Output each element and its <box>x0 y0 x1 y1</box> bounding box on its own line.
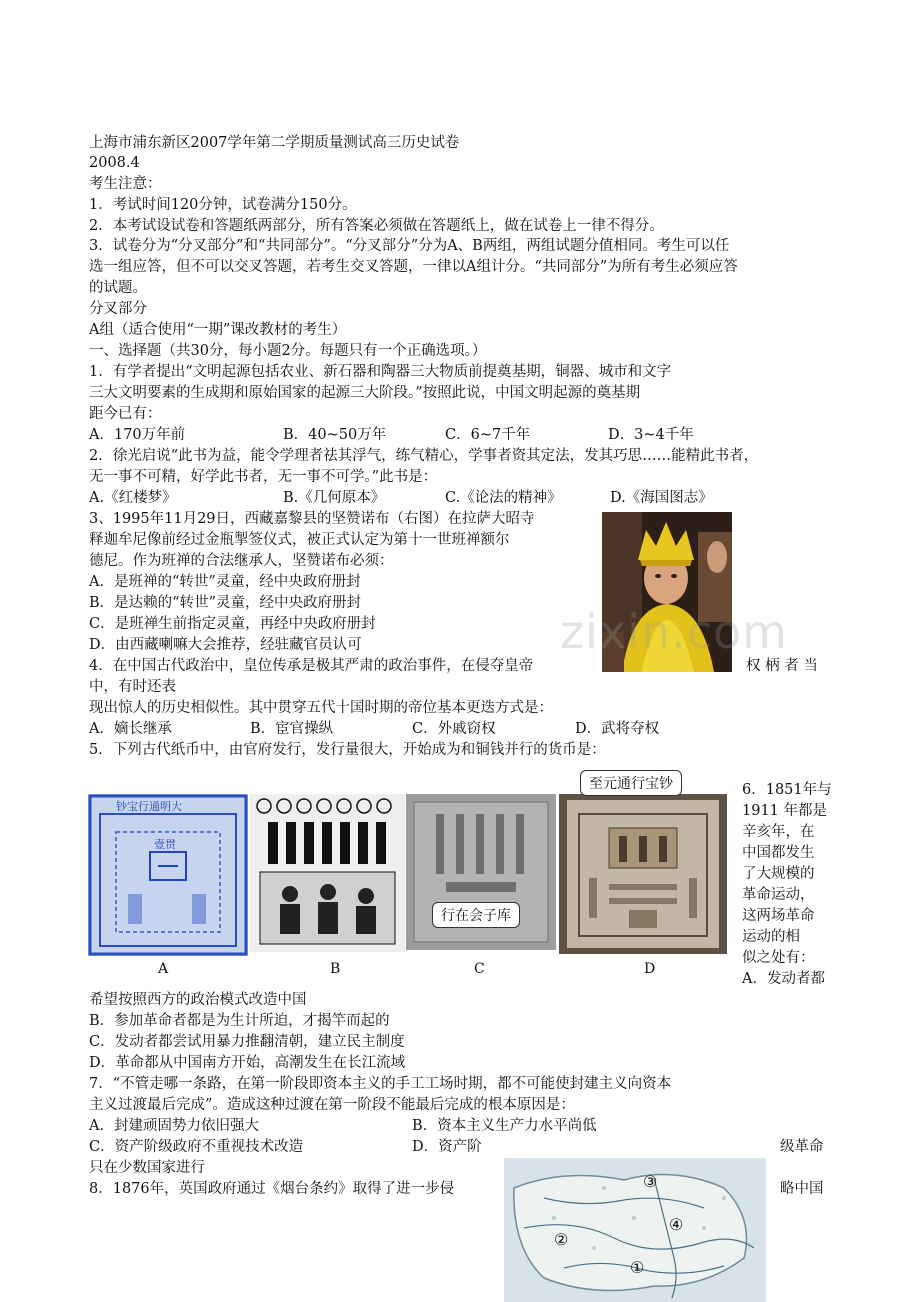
question-text: 2．徐光启说“此书为益，能令学理者祛其浮气，练气精心，学事者资其定法，发其巧思……能精此书者， <box>89 448 759 464</box>
question-text: 3、1995年11月29日，西藏嘉黎县的坚赞诺布（右图）在拉萨大昭寺 <box>89 511 535 527</box>
section-group: A组（适合使用“一期”课改教材的考生） <box>89 322 347 338</box>
option-b: B.《几何原本》 <box>283 490 386 506</box>
watermark-text: zixin.com <box>560 605 788 659</box>
question-text: 略中国 <box>780 1181 824 1197</box>
option-a: A．发动者都 <box>742 971 825 987</box>
map-marker-3: ③ <box>643 1172 658 1191</box>
option-c: C.《论法的精神》 <box>445 490 562 506</box>
option-c: C．资产阶级政府不重视技术改造 <box>89 1139 304 1155</box>
question-text: 8．1876年，英国政府通过《烟台条约》取得了进一步侵 <box>89 1181 455 1197</box>
notice-line: 1．考试时间120分钟，试卷满分150分。 <box>89 197 357 213</box>
image-label-b: B <box>330 961 341 977</box>
question-text: 现出惊人的历史相似性。其中贯穿五代十国时期的帝位基本更迭方式是： <box>89 700 553 716</box>
notice-line: 选一组应答，但不可以交叉答题，若考生交叉答题，一律以A组计分。“共同部分”为所有考生必须应答 <box>89 259 738 275</box>
question-text: 中，有时还表 <box>89 679 176 695</box>
image-label-d: D <box>644 961 656 977</box>
question-text: 4．在中国古代政治中，皇位传承是极其严肃的政治事件，在侵夺皇帝 <box>89 658 534 674</box>
option-c: C．发动者都尝试用暴力推翻清朝，建立民主制度 <box>89 1034 405 1050</box>
section-part: 分叉部分 <box>89 301 147 317</box>
option-b: B．参加革命者都是为生计所迫，才揭竿而起的 <box>89 1013 390 1029</box>
banknote-b-image <box>250 794 405 952</box>
map-marker-1: ① <box>630 1258 645 1277</box>
question-text: 三大文明要素的生成期和原始国家的起源三大阶段。”按照此说，中国文明起源的奠基期 <box>89 385 641 401</box>
china-map-image <box>504 1158 766 1302</box>
question-text: 释迦牟尼像前经过金瓶掣签仪式，被正式认定为第十一世班禅额尔 <box>89 532 510 548</box>
option-b: B．宦官操纵 <box>250 721 334 737</box>
exam-date: 2008.4 <box>89 155 140 171</box>
question-text: 7．“不管走哪一条路，在第一阶段即资本主义的手工工场时期，都不可能使封建主义向资本 <box>89 1076 672 1092</box>
question-text: 主义过渡最后完成”。造成这种过渡在第一阶段不能最后完成的根本原因是： <box>89 1097 575 1113</box>
question-text: 似之处有： <box>742 950 815 966</box>
option-d: D．资产阶 <box>412 1139 482 1155</box>
banknote-a-image <box>88 794 248 956</box>
banknote-d-image <box>559 794 727 954</box>
option-d: D．革命都从中国南方开始，高潮发生在长江流域 <box>89 1055 406 1071</box>
option-d: D．由西藏喇嘛大会推荐，经驻藏官员认可 <box>89 637 362 653</box>
notice-line: 3．试卷分为“分叉部分”和“共同部分”。“分叉部分”分为A、B两组，两组试题分值相同。考生可以任 <box>89 238 730 254</box>
banknote-a-title: 钞宝行通明大 <box>116 800 182 813</box>
exam-title: 上海市浦东新区2007学年第二学期质量测试高三历史试卷 <box>89 135 460 151</box>
option-d: D.《海国图志》 <box>610 490 713 506</box>
callout-c: 行在会子库 <box>432 902 520 928</box>
map-marker-2: ② <box>554 1230 569 1249</box>
option-a: A．170万年前 <box>89 427 186 443</box>
option-d: D．武将夺权 <box>575 721 660 737</box>
option-d: D．3~4千年 <box>608 427 694 443</box>
option-c: C．外戚窃权 <box>412 721 496 737</box>
option-a: A．封建顽固势力依旧强大 <box>89 1118 259 1134</box>
question-text: 了大规模的 <box>742 866 815 882</box>
question-text: 1．有学者提出“文明起源包括农业、新石器和陶器三大物质前提奠基期，铜器、城市和文字 <box>89 364 672 380</box>
option-a: A.《红楼梦》 <box>89 490 177 506</box>
question-text: 5．下列古代纸币中，由官府发行，发行量很大，开始成为和铜钱并行的货币是： <box>89 742 606 758</box>
image-label-c: C <box>474 961 485 977</box>
option-c: C．6~7千年 <box>445 427 531 443</box>
question-text: 中国都发生 <box>742 845 815 861</box>
question-text: 距今已有： <box>89 406 162 422</box>
option-d-continued: 级革命 <box>780 1139 824 1155</box>
callout-d: 至元通行宝钞 <box>580 770 682 796</box>
map-marker-4: ④ <box>669 1215 684 1234</box>
question-text: 运动的相 <box>742 929 800 945</box>
option-b: B．是达赖的“转世”灵童，经中央政府册封 <box>89 595 361 611</box>
option-a: A．是班禅的“转世”灵童，经中央政府册封 <box>89 574 361 590</box>
question-text: 6．1851年与 <box>742 782 832 798</box>
question-text: 权 柄 者 当 <box>746 658 818 674</box>
section-heading: 一、选择题（共30分，每小题2分。每题只有一个正确选项。） <box>89 343 487 359</box>
image-label-a: A <box>158 961 169 977</box>
option-b: B．40~50万年 <box>283 427 387 443</box>
question-text: 这两场革命 <box>742 908 815 924</box>
option-d-continued: 只在少数国家进行 <box>89 1160 205 1176</box>
notice-line: 2．本考试设试卷和答题纸两部分，所有答案必须做在答题纸上，做在试卷上一律不得分。 <box>89 218 664 234</box>
option-b: B．资本主义生产力水平尚低 <box>412 1118 597 1134</box>
question-text: 革命运动， <box>742 887 815 903</box>
notice-line: 的试题。 <box>89 280 147 296</box>
question-text: 无一事不可精，好学此书者，无一事不可学。”此书是： <box>89 469 438 485</box>
question-text: 1911 年都是 <box>742 803 828 819</box>
question-text: 辛亥年，在 <box>742 824 815 840</box>
question-text: 希望按照西方的政治模式改造中国 <box>89 992 307 1008</box>
notice-heading: 考生注意： <box>89 176 162 192</box>
option-a: A．嫡长继承 <box>89 721 172 737</box>
banknote-a-value: 壹贯 <box>154 838 176 851</box>
option-c: C．是班禅生前指定灵童，再经中央政府册封 <box>89 616 376 632</box>
question-text: 德尼。作为班禅的合法继承人，坚赞诺布必须： <box>89 553 394 569</box>
